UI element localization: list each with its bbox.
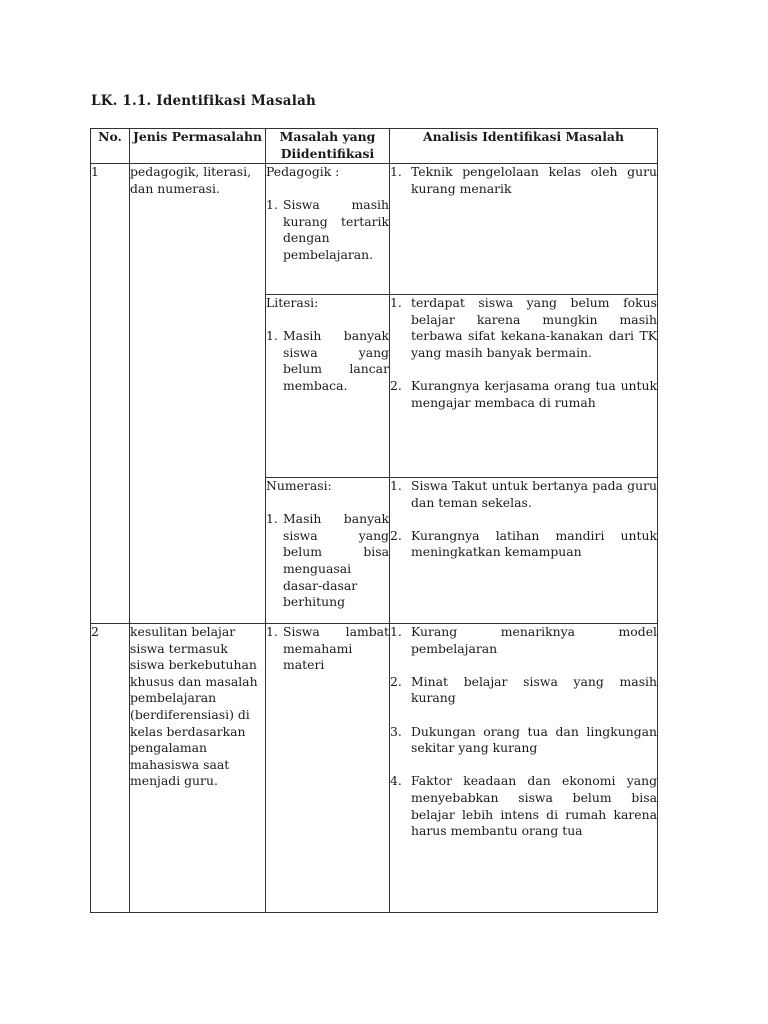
list-number: 2.: [390, 527, 402, 543]
list-number: 1.: [266, 511, 278, 527]
list-text: Kurangnya kerjasama orang tua untuk mengajar membaca di rumah: [411, 377, 657, 410]
analisis-pedagogik-cell: [390, 164, 658, 295]
list-number: 1.: [390, 164, 402, 179]
masalah-category-label: Numerasi:: [266, 478, 332, 493]
jenis-permasalahan-cell: kesulitan belajar siswa termasuk siswa berkebutuhan khusus dan masalah pembelajaran (berdiferensiasi) di kelas berdasarkan pengalaman mahasiswa saat menjadi guru.: [130, 624, 266, 913]
list-number: 3.: [390, 723, 402, 739]
header-jenis: Jenis Permasalahn: [130, 129, 266, 164]
list-text: terdapat siswa yang belum fokus belajar karena mungkin masih terbawa sifat kekana-kanakan dari TK yang masih banyak bermain.: [411, 295, 657, 360]
list-number: 4.: [390, 773, 402, 789]
list-item: [266, 328, 389, 394]
list-item: [390, 674, 657, 707]
masalah-cell: [266, 624, 390, 913]
list-item: [390, 164, 657, 197]
list-text: Kurangnya latihan mandiri untuk meningkatkan kemampuan: [411, 527, 657, 560]
list-text: Teknik pengelolaan kelas oleh guru kurang menarik: [411, 164, 657, 196]
list-number: 2.: [390, 377, 402, 393]
row-number: 2: [91, 624, 130, 913]
analisis-literasi-cell: [390, 295, 658, 478]
list-item: [390, 528, 657, 561]
list-number: 1.: [266, 624, 278, 639]
list-item: [390, 724, 657, 757]
list-number: 1.: [390, 478, 402, 493]
list-item: [390, 378, 657, 411]
table-header-row: [91, 129, 658, 164]
list-item: [266, 624, 389, 674]
header-no: No.: [91, 129, 130, 164]
list-number: 1.: [266, 197, 278, 213]
header-masalah: Masalah yang Diidentifikasi: [266, 129, 390, 164]
list-text: Siswa masih kurang tertarik dengan pembelajaran.: [283, 197, 389, 262]
list-item: [390, 624, 657, 657]
list-number: 2.: [390, 673, 402, 689]
list-text: Dukungan orang tua dan lingkungan sekitar yang kurang: [411, 723, 657, 756]
list-item: [266, 511, 389, 611]
list-text: Masih banyak siswa yang belum lancar membaca.: [283, 328, 389, 393]
masalah-category-label: Pedagogik :: [266, 164, 340, 179]
row-number: 1: [91, 164, 130, 624]
list-text: Faktor keadaan dan ekonomi yang menyebabkan siswa belum bisa belajar lebih intens di rumah karena harus membantu orang tua: [411, 773, 657, 839]
masalah-numerasi-cell: [266, 478, 390, 624]
list-number: 1.: [390, 295, 402, 310]
list-item: [390, 773, 657, 839]
analisis-numerasi-cell: [390, 478, 658, 624]
list-text: Masih banyak siswa yang belum bisa menguasai dasar-dasar berhitung: [283, 511, 389, 610]
list-text: Kurang menariknya model pembelajaran: [411, 624, 657, 656]
identification-table: [90, 128, 658, 913]
header-analisis: Analisis Identifikasi Masalah: [390, 129, 658, 164]
masalah-category-label: Literasi:: [266, 295, 319, 310]
table-row: [91, 164, 658, 295]
analisis-cell: [390, 624, 658, 913]
list-number: 1.: [266, 328, 278, 344]
list-item: [390, 478, 657, 511]
table-row: [91, 624, 658, 913]
page-title: LK. 1.1. Identifikasi Masalah: [91, 93, 317, 109]
list-item: [266, 197, 389, 263]
list-number: 1.: [390, 624, 402, 639]
list-text: Minat belajar siswa yang masih kurang: [411, 673, 657, 706]
list-item: [390, 295, 657, 361]
list-text: Siswa lambat memahami materi: [283, 624, 389, 673]
masalah-pedagogik-cell: [266, 164, 390, 295]
list-text: Siswa Takut untuk bertanya pada guru dan teman sekelas.: [411, 478, 657, 510]
jenis-permasalahan-cell: pedagogik, literasi, dan numerasi.: [130, 164, 266, 624]
masalah-literasi-cell: [266, 295, 390, 478]
